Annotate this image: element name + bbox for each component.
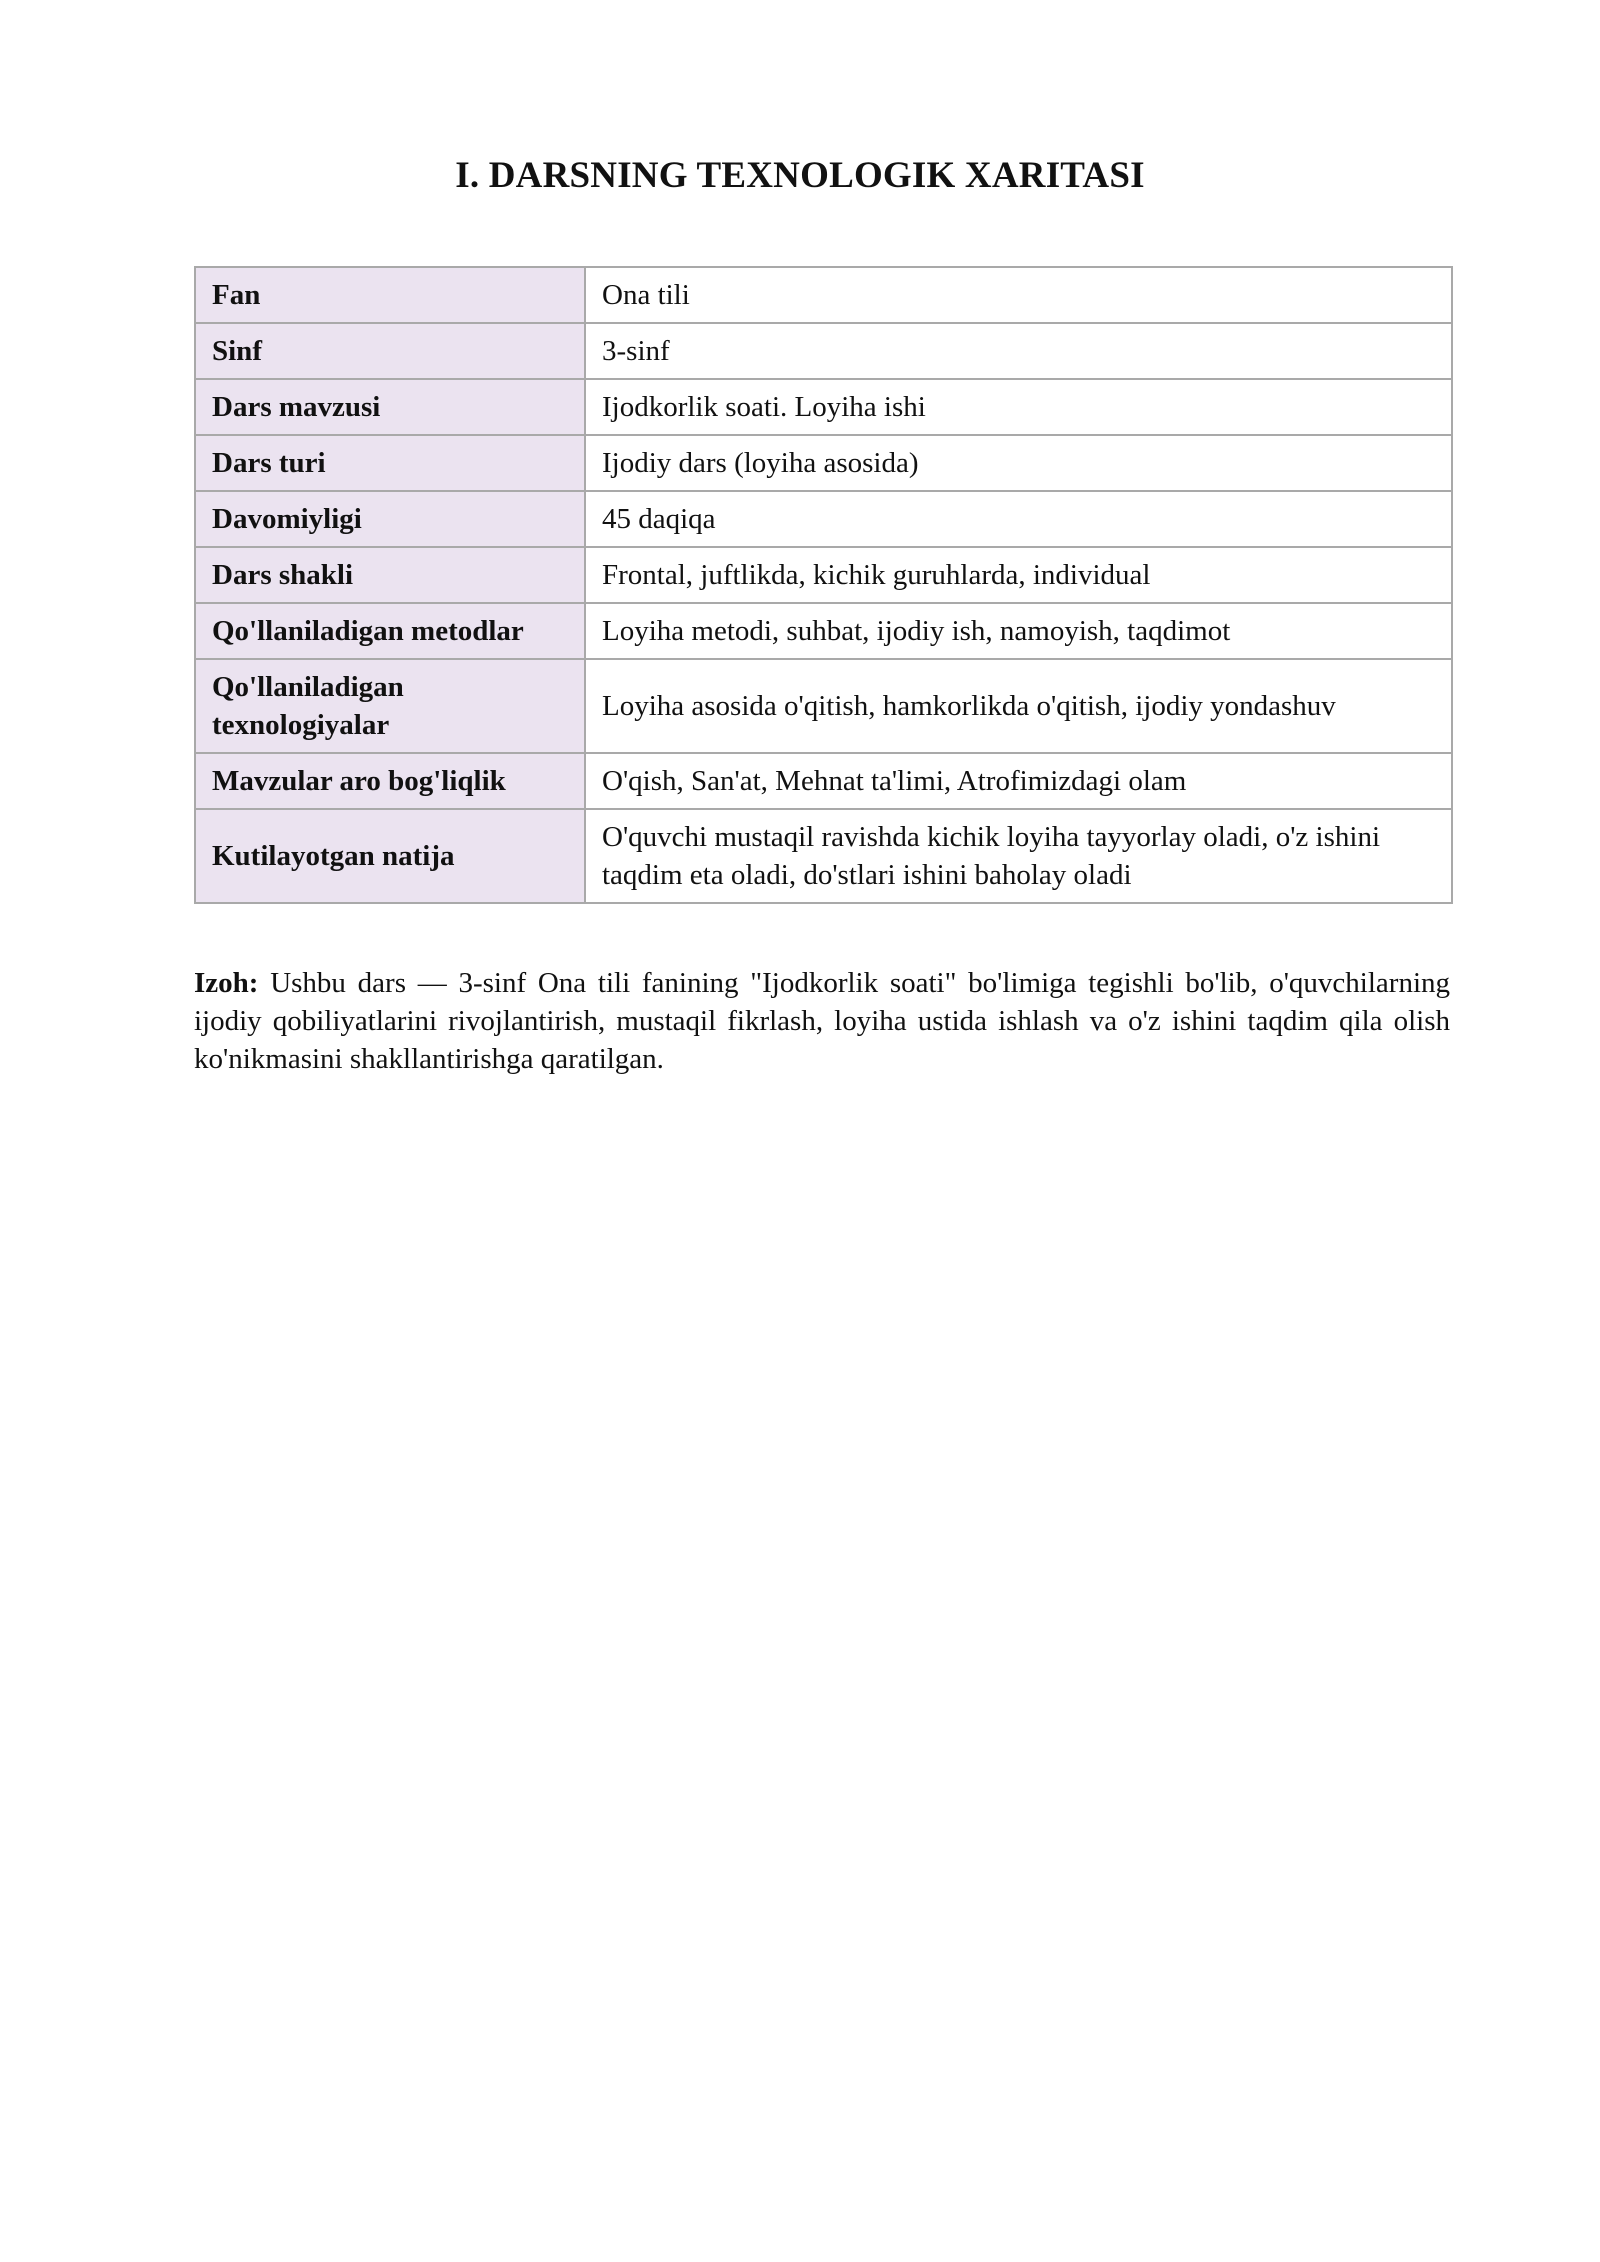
row-value: Loyiha asosida o'qitish, hamkorlikda o'qitish, ijodiy yondashuv (585, 659, 1452, 753)
table-row (195, 379, 1452, 435)
note-label: Izoh: (194, 967, 259, 999)
page-title: I. DARSNING TEXNOLOGIK XARITASI (455, 155, 1145, 196)
row-label: Fan (195, 267, 585, 323)
row-value: O'quvchi mustaqil ravishda kichik loyiha tayyorlay oladi, o'z ishini taqdim eta oladi, do'stlari ishini baholay oladi (585, 809, 1452, 903)
row-label: Davomiyligi (195, 491, 585, 547)
table-row (195, 267, 1452, 323)
row-label: Kutilayotgan natija (195, 809, 585, 903)
table-row (195, 659, 1452, 753)
row-label: Dars shakli (195, 547, 585, 603)
technology-map-table (194, 266, 1453, 904)
table-row (195, 547, 1452, 603)
row-value: Ijodkorlik soati. Loyiha ishi (585, 379, 1452, 435)
row-label: Qo'llaniladigan texnologiyalar (195, 659, 585, 753)
row-value: Ona tili (585, 267, 1452, 323)
table-row (195, 323, 1452, 379)
row-value: 3-sinf (585, 323, 1452, 379)
row-label: Qo'llaniladigan metodlar (195, 603, 585, 659)
note-paragraph (194, 964, 1450, 1078)
table-row (195, 603, 1452, 659)
row-label: Dars mavzusi (195, 379, 585, 435)
note-text: Ushbu dars — 3-sinf Ona tili fanining "Ijodkorlik soati" bo'limiga tegishli bo'lib, o'quvchilarning ijodiy qobiliyatlarini rivojlantirish, mustaqil fikrlash, loyiha ustida ishlash va o'z ishini taqdim qila olish ko'nikmasini shakllantirishga qaratilgan. (194, 967, 1451, 1075)
table-row (195, 435, 1452, 491)
row-value: Ijodiy dars (loyiha asosida) (585, 435, 1452, 491)
table-row (195, 809, 1452, 903)
row-value: O'qish, San'at, Mehnat ta'limi, Atrofimizdagi olam (585, 753, 1452, 809)
table-row (195, 491, 1452, 547)
row-value: Loyiha metodi, suhbat, ijodiy ish, namoyish, taqdimot (585, 603, 1452, 659)
row-label: Sinf (195, 323, 585, 379)
row-value: 45 daqiqa (585, 491, 1452, 547)
row-label: Dars turi (195, 435, 585, 491)
table-row (195, 753, 1452, 809)
row-value: Frontal, juftlikda, kichik guruhlarda, individual (585, 547, 1452, 603)
row-label: Mavzular aro bog'liqlik (195, 753, 585, 809)
